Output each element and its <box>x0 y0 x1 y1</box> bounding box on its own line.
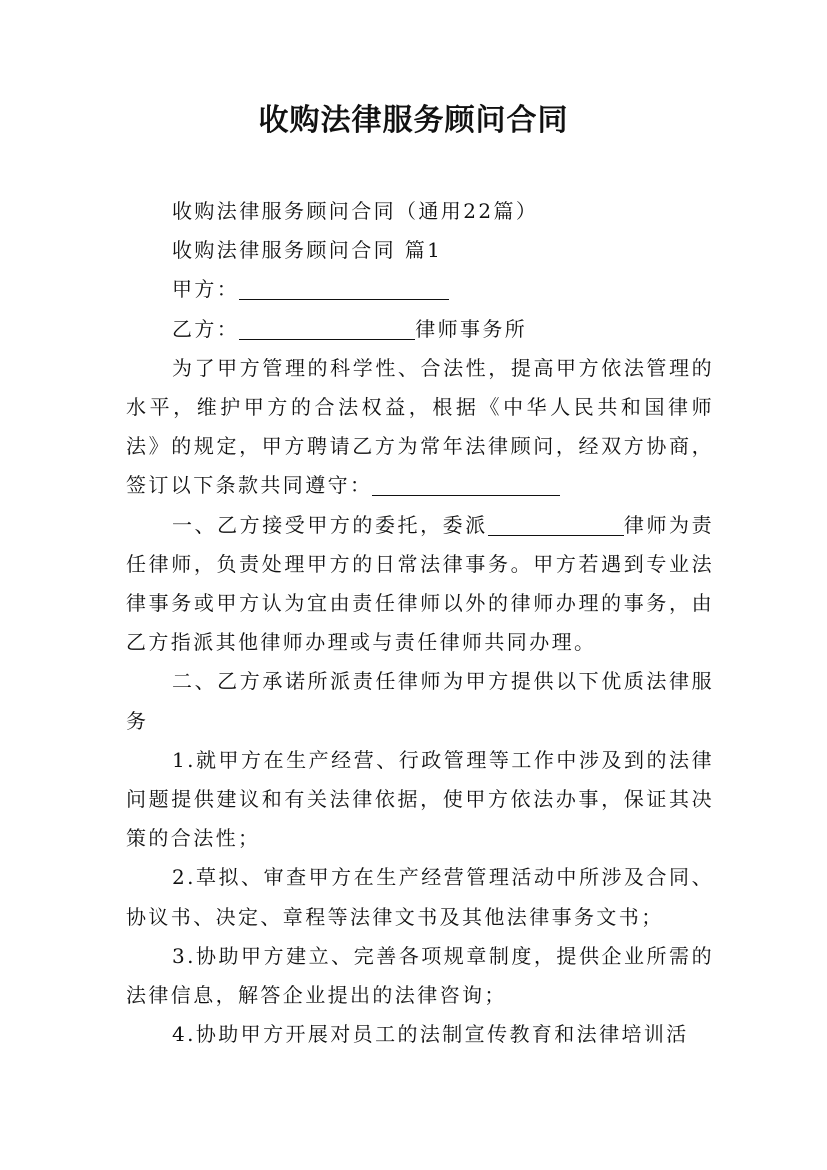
party-b-suffix: 律师事务所 <box>415 316 528 341</box>
party-a-line <box>126 270 714 309</box>
service-item-3: 3.协助甲方建立、完善各项规章制度，提供企业所需的法律信息，解答企业提出的法律咨询； <box>126 943 714 1008</box>
lawyer-name-blank <box>488 513 624 536</box>
party-b-line <box>126 310 714 349</box>
terms-blank <box>372 473 560 496</box>
service-item-4: 4.协助甲方开展对员工的法制宣传教育和法律培训活 <box>172 1022 689 1047</box>
clause-1-suffix: 律师为责任律师，负责处理甲方的日常法律事务。甲方若遇到专业法律事务或甲方认为宜由责任律师以外的律师办理的事务，由乙方指派其他律师办理或与责任律师共同办理。 <box>126 512 714 655</box>
document-title: 收购法律服务顾问合同 <box>258 103 569 138</box>
service-item-1: 1.就甲方在生产经营、行政管理等工作中涉及到的法律问题提供建议和有关法律依据，使甲方依法办事，保证其决策的合法性； <box>126 747 714 851</box>
party-b-label: 乙方： <box>172 316 240 341</box>
clause-1 <box>126 506 714 663</box>
party-b-blank <box>239 317 415 340</box>
party-a-label: 甲方： <box>172 277 240 302</box>
service-item-2: 2.草拟、审查甲方在生产经营管理活动中所涉及合同、协议书、决定、章程等法律文书及其他法律事务文书； <box>126 865 714 929</box>
intro-text: 为了甲方管理的科学性、合法性，提高甲方依法管理的水平，维护甲方的合法权益，根据《中华人民共和国律师法》的规定，甲方聘请乙方为常年法律顾问，经双方协商，签订以下条款共同遵守： <box>126 355 714 498</box>
clause-2: 二、乙方承诺所派责任律师为甲方提供以下优质法律服务 <box>126 669 714 733</box>
document-body <box>126 192 714 1054</box>
clause-1-prefix: 一、乙方接受甲方的委托，委派 <box>172 512 488 537</box>
document-subtitle: 收购法律服务顾问合同（通用22篇） <box>172 199 539 223</box>
section-heading: 收购法律服务顾问合同 篇1 <box>172 238 443 263</box>
intro-paragraph <box>126 349 714 506</box>
party-a-blank <box>239 277 449 300</box>
